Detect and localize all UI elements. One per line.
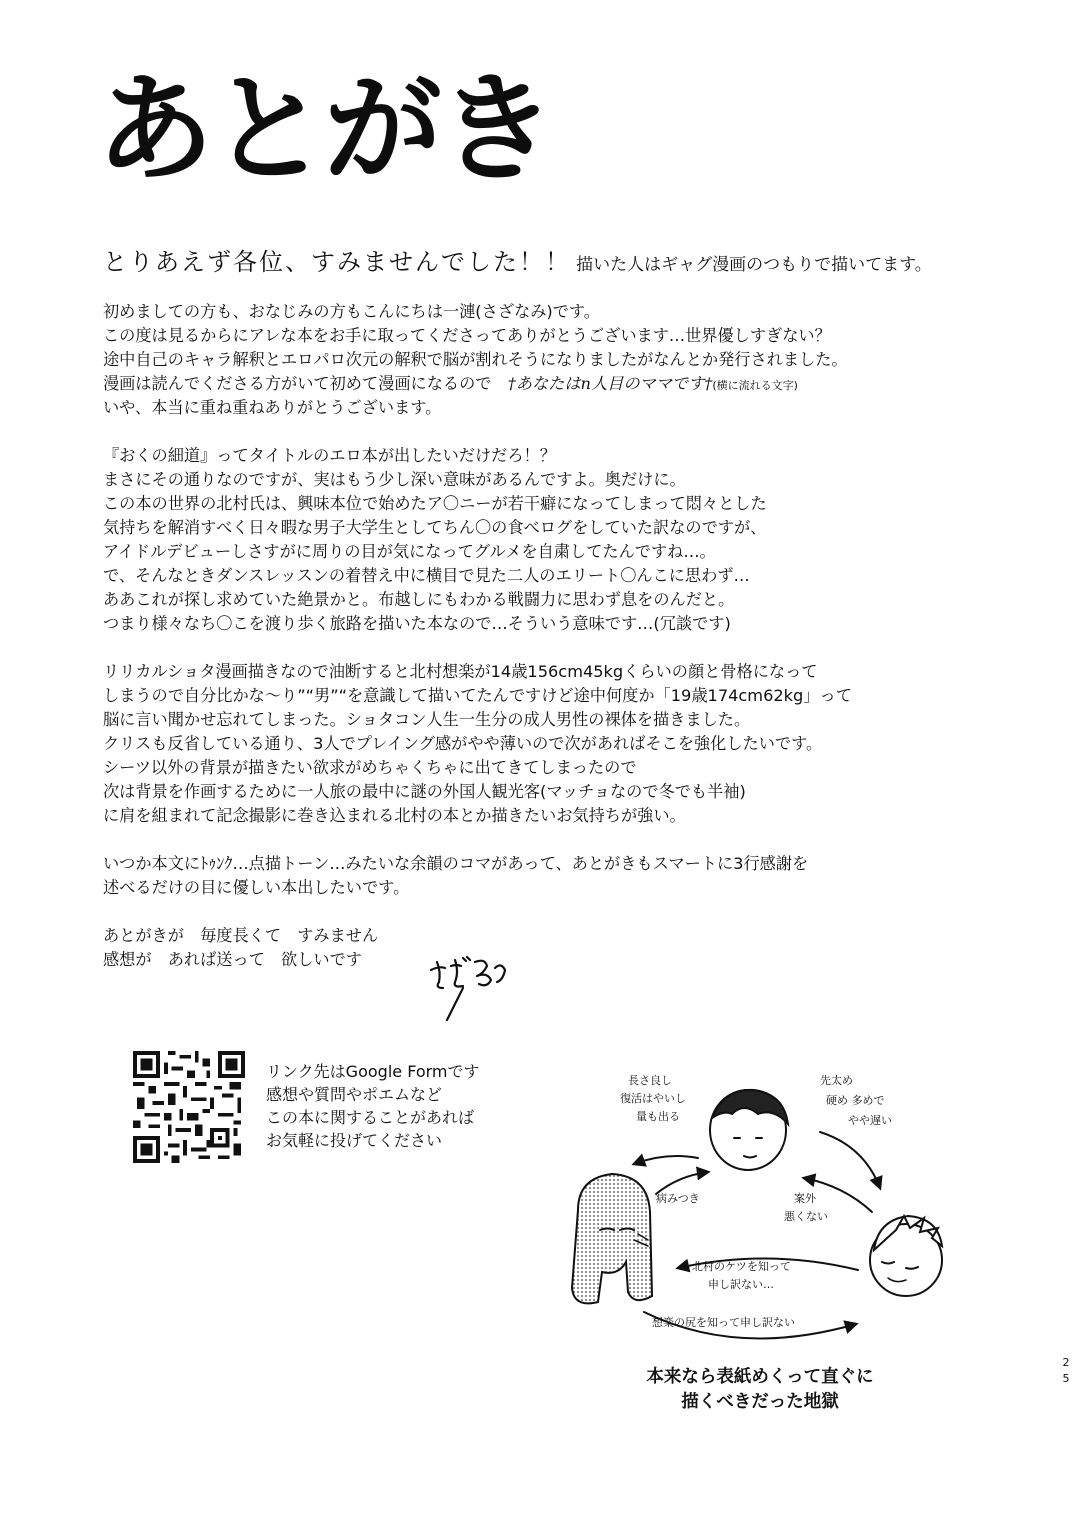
- note-line: 想楽の尻を知って申し訳ない: [652, 1316, 795, 1329]
- note-line: やや遅い: [848, 1114, 892, 1127]
- text-line: この本の世界の北村氏は、興味本位で始めたア〇ニーが若干癖になってしまって悶々とした: [103, 494, 767, 513]
- text-line: クリスも反省している通り、3人でプレイング感がやや薄いので次があればそこを強化したいです。: [103, 734, 823, 753]
- headline-sub: 描いた人はギャグ漫画のつもりで描いてます。: [576, 255, 932, 275]
- text-line: しまうので自分比かな～り”“男”“を意識して描いてたんですけど途中何度か「19歳174cm62kg」って: [103, 686, 852, 705]
- note-line: 申し訳ない…: [708, 1278, 774, 1291]
- page-number-digit: 5: [1062, 1372, 1070, 1385]
- text-line: まさにその通りなのですが、実はもう少し深い意味があるんですよ。奥だけに。: [103, 470, 686, 489]
- page-title: あとがき: [96, 59, 553, 198]
- caption-line: 本来なら表紙めくって直ぐに: [646, 1367, 874, 1387]
- qr-description: [266, 1060, 480, 1152]
- note-line: 長さ良し: [628, 1074, 672, 1087]
- handwritten-signature: [425, 948, 515, 1023]
- scrolling-text: †あなたはn人目のママです†: [507, 374, 713, 393]
- text-line: 感想が あれば送って 欲しいです: [103, 950, 362, 969]
- caption-line: 描くべきだった地獄: [681, 1392, 839, 1412]
- text-line: 途中自己のキャラ解釈とエロパロ次元の解釈で脳が割れそうになりましたがなんとか発行されました。: [103, 350, 848, 369]
- text-line: で、そんなときダンスレッスンの着替え中に横目で見た二人のエリート〇んこに思わず…: [103, 566, 750, 585]
- note-line: 量も出る: [636, 1110, 680, 1123]
- note-line: 悪くない: [784, 1210, 828, 1223]
- text-line: 気持ちを解消すべく日々暇な男子大学生としてちん〇の食べログをしていた訳なのですが、: [103, 518, 767, 537]
- qr-text-line: この本に関することがあれば: [266, 1108, 475, 1127]
- note-line: 北村のケツを知って: [692, 1260, 791, 1273]
- note-line: 復活はやいし: [620, 1092, 686, 1105]
- text-line: この度は見るからにアレな本をお手に取ってくださってありがとうございます…世界優しすぎない？: [103, 326, 831, 345]
- note-line: 案外: [794, 1192, 816, 1205]
- text-line: シーツ以外の背景が描きたい欲求がめちゃくちゃに出てきてしまったので: [103, 758, 637, 777]
- text-line: 次は背景を作画するために一人旅の最中に謎の外国人観光客(マッチョなので冬でも半袖): [103, 782, 746, 801]
- text-line: に肩を組まれて記念撮影に巻き込まれる北村の本とか描きたいお気持ちが強い。: [103, 806, 686, 825]
- qr-text-line: 感想や質問やポエムなど: [266, 1085, 443, 1104]
- text-line: 『おくの細道』ってタイトルのエロ本が出したいだけだろ！？: [103, 446, 556, 465]
- text-line-start: 漫画は読んでくださる方がいて初めて漫画になるので: [103, 374, 508, 393]
- text-line: つまり様々なち〇こを渡り歩く旅路を描いた本なので…そういう意味です…(冗談です): [103, 614, 731, 633]
- text-line: 初めましての方も、おなじみの方もこんにちは一漣(さざなみ)です。: [103, 302, 600, 321]
- text-line: いつか本文にﾄｩﾝｸ…点描トーン…みたいな余韻のコマがあって、あとがきもスマートに3行感謝を: [103, 854, 809, 873]
- qr-text-line: リンク先はGoogle Formです: [266, 1062, 480, 1081]
- text-line: [103, 372, 983, 396]
- qr-text-line: お気軽に投げてください: [266, 1131, 443, 1150]
- text-line: アイドルデビューしさすがに周りの目が気になってグルメを自粛してたんですね…。: [103, 542, 716, 561]
- afterword-body: [103, 300, 983, 972]
- scrolling-text-note: (横に流れる文字): [712, 379, 798, 392]
- text-line: リリカルショタ漫画描きなので油断すると北村想楽が14歳156cm45kgくらいの顔と骨格になって: [103, 662, 818, 681]
- illustration-caption: [560, 1365, 960, 1415]
- text-line: 脳に言い聞かせ忘れてしまった。ショタコン人生一生分の成人男性の裸体を描きました。: [103, 710, 751, 729]
- headline-main: とりあえず各位、すみませんでした！！: [103, 248, 571, 276]
- character-left: [572, 1174, 652, 1303]
- text-line: いや、本当に重ね重ねありがとうございます。: [103, 398, 442, 417]
- text-line: ああこれが探し求めていた絶景かと。布越しにもわかる戦闘力に思わず息をのんだと。: [103, 590, 735, 609]
- qr-code[interactable]: [133, 1051, 245, 1163]
- headline: [103, 242, 932, 277]
- note-line: 硬め 多めで: [826, 1094, 885, 1107]
- page-number-digit: 2: [1062, 1356, 1070, 1369]
- note-line: 病みつき: [656, 1192, 700, 1205]
- text-line: 述べるだけの目に優しい本出したいです。: [103, 878, 410, 897]
- page-number: [1060, 1355, 1072, 1387]
- character-relationship-illustration: [548, 1062, 968, 1372]
- text-line: あとがきが 毎度長くて すみません: [103, 926, 379, 945]
- note-line: 先太め: [820, 1074, 853, 1087]
